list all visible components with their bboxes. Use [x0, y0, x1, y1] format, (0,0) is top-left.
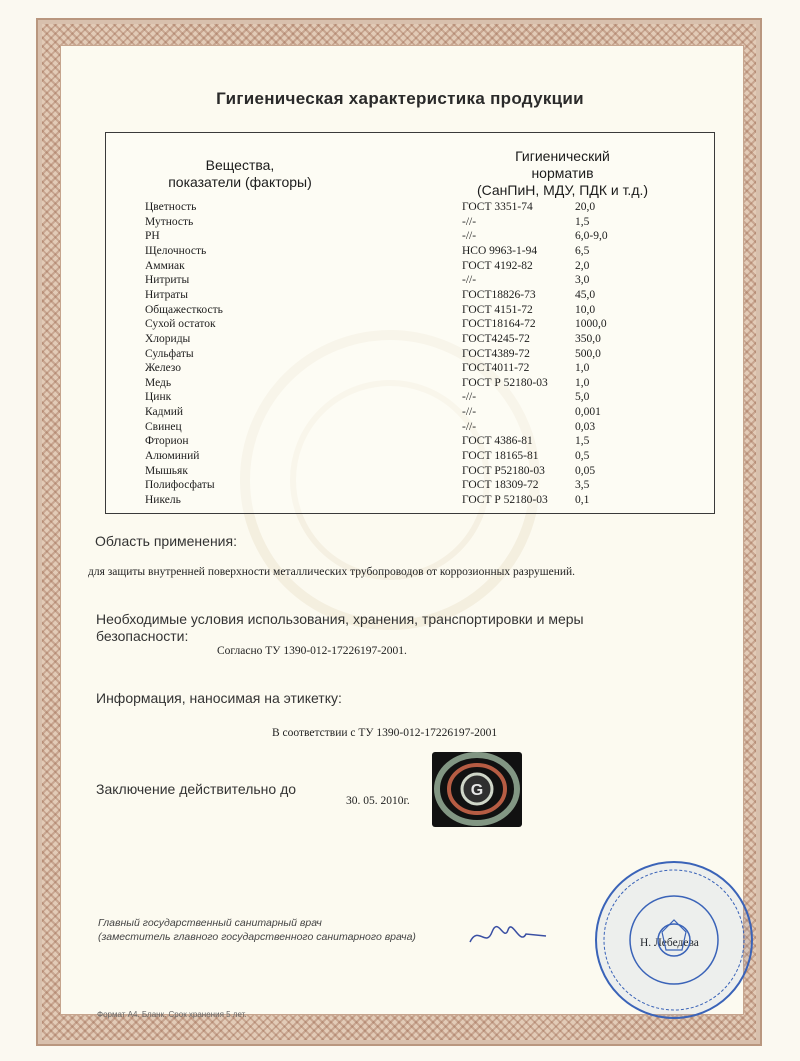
hologram-seal-icon	[432, 752, 522, 827]
table-row	[0, 303, 800, 318]
table-row	[0, 259, 800, 274]
norm-value: 20,0	[575, 201, 596, 213]
norm-value: 500,0	[575, 347, 601, 360]
substance-name: Никель	[145, 494, 181, 506]
table-row	[0, 478, 800, 493]
standard-reference: НСО 9963-1-94	[462, 244, 538, 257]
svg-text:G: G	[470, 782, 484, 799]
conditions-text: Согласно ТУ 1390-012-17226197-2001.	[217, 645, 407, 657]
substance-name: Цветность	[145, 201, 197, 213]
table-row	[0, 229, 800, 244]
table-header-norm: Гигиенический норматив (СанПиН, МДУ, ПДК и т.д.)	[476, 148, 649, 198]
table-row	[0, 347, 800, 362]
table-row	[0, 493, 800, 508]
substance-name: Цинк	[145, 391, 172, 404]
norm-value: 2,0	[575, 259, 590, 272]
signature-scribble-icon	[468, 920, 548, 955]
scope-text: для защиты внутренней поверхности металлических трубопроводов от коррозионных разрушений.	[88, 566, 576, 578]
substance-name: Алюминий	[145, 450, 200, 463]
norm-value: 1000,0	[575, 318, 607, 331]
norm-value: 350,0	[575, 332, 601, 345]
norm-value: 1,5	[575, 215, 590, 228]
substance-name: Нитриты	[145, 274, 190, 287]
standard-reference: ГОСТ 18165-81	[462, 450, 539, 463]
norm-value: 45,0	[575, 288, 596, 301]
norm-value: 1,0	[575, 376, 590, 389]
norm-value: 3,5	[575, 479, 590, 492]
table-row	[0, 317, 800, 332]
validity-label: Заключение действительно до	[96, 781, 297, 797]
signatory-title: Главный государственный санитарный врач	[98, 917, 322, 929]
table-row	[0, 215, 800, 230]
table-row	[0, 200, 800, 215]
table-row	[0, 449, 800, 464]
substance-name: Железо	[145, 362, 182, 375]
round-stamp-icon	[592, 858, 756, 1022]
table-row	[0, 390, 800, 405]
table-row	[0, 332, 800, 347]
standard-reference: ГОСТ Р52180-03	[462, 464, 545, 477]
norm-value: 0,05	[575, 464, 596, 477]
norm-value: 3,0	[575, 274, 590, 287]
substance-name: PH	[145, 230, 160, 243]
page-title: Гигиеническая характеристика продукции	[216, 89, 584, 108]
standard-reference: ГОСТ4389-72	[462, 347, 530, 360]
table-row	[0, 273, 800, 288]
substance-name: Щелочность	[145, 244, 207, 257]
standard-reference: ГОСТ 18309-72	[462, 479, 539, 492]
standard-reference: ГОСТ 4386-81	[462, 435, 533, 448]
table-row	[0, 376, 800, 391]
standard-reference: -//-	[462, 274, 477, 287]
signatory-deputy: (заместитель главного государственного санитарного врача)	[98, 931, 416, 943]
table-header-substances: Вещества, показатели (факторы)	[168, 157, 312, 190]
validity-date: 30. 05. 2010г.	[346, 795, 410, 807]
substance-name: Сухой остаток	[145, 318, 216, 331]
standard-reference: ГОСТ4245-72	[462, 332, 530, 345]
label-info-text: В соответствии с ТУ 1390-012-17226197-2001	[272, 727, 498, 739]
standard-reference: -//-	[462, 406, 477, 419]
norm-value: 0,5	[575, 450, 590, 463]
standard-reference: -//-	[462, 230, 477, 243]
standard-reference: -//-	[462, 215, 477, 228]
standard-reference: ГОСТ 4151-72	[462, 303, 533, 316]
substance-name: Сульфаты	[145, 347, 194, 360]
norm-value: 6,0-9,0	[575, 230, 608, 243]
table-row	[0, 405, 800, 420]
substance-name: Мышьяк	[145, 464, 188, 477]
substance-name: Фторион	[145, 435, 189, 448]
norm-value: 0,03	[575, 420, 596, 433]
table-row	[0, 420, 800, 435]
norm-value: 0,1	[575, 494, 590, 506]
norm-value: 6,5	[575, 244, 590, 257]
norm-value: 0,001	[575, 406, 601, 419]
table-row	[0, 288, 800, 303]
form-footer: Формат А4. Бланк. Срок хранения 5 лет.	[97, 1010, 247, 1019]
norm-value: 5,0	[575, 391, 590, 404]
standard-reference: -//-	[462, 391, 477, 404]
table-row	[0, 361, 800, 376]
substance-name: Хлориды	[145, 332, 191, 345]
substance-name: Мутность	[145, 215, 194, 228]
substance-name: Медь	[145, 376, 172, 389]
standard-reference: ГОСТ Р 52180-03	[462, 376, 548, 389]
standard-reference: -//-	[462, 420, 477, 433]
substance-name: Полифосфаты	[145, 479, 215, 492]
substance-name: Свинец	[145, 420, 182, 433]
standard-reference: ГОСТ 3351-74	[462, 201, 533, 213]
substance-name: Нитраты	[145, 288, 188, 301]
table-row	[0, 244, 800, 259]
conditions-label-line1: Необходимые условия использования, хранения, транспортировки и меры	[96, 611, 584, 627]
substance-name: Аммиак	[145, 259, 185, 272]
standard-reference: ГОСТ Р 52180-03	[462, 494, 548, 506]
norm-value: 10,0	[575, 303, 596, 316]
scope-label: Область применения:	[95, 533, 237, 549]
standard-reference: ГОСТ4011-72	[462, 362, 530, 375]
substance-name: Кадмий	[145, 406, 184, 419]
norm-value: 1,0	[575, 362, 590, 375]
label-info-label: Информация, наносимая на этикетку:	[96, 690, 342, 706]
standard-reference: ГОСТ 4192-82	[462, 259, 533, 272]
norm-value: 1,5	[575, 435, 590, 448]
conditions-label-line2: безопасности:	[96, 628, 189, 644]
table-row	[0, 434, 800, 449]
table-row	[0, 464, 800, 479]
standard-reference: ГОСТ18826-73	[462, 288, 536, 301]
substance-name: Общажесткость	[145, 303, 223, 316]
standard-reference: ГОСТ18164-72	[462, 318, 536, 331]
